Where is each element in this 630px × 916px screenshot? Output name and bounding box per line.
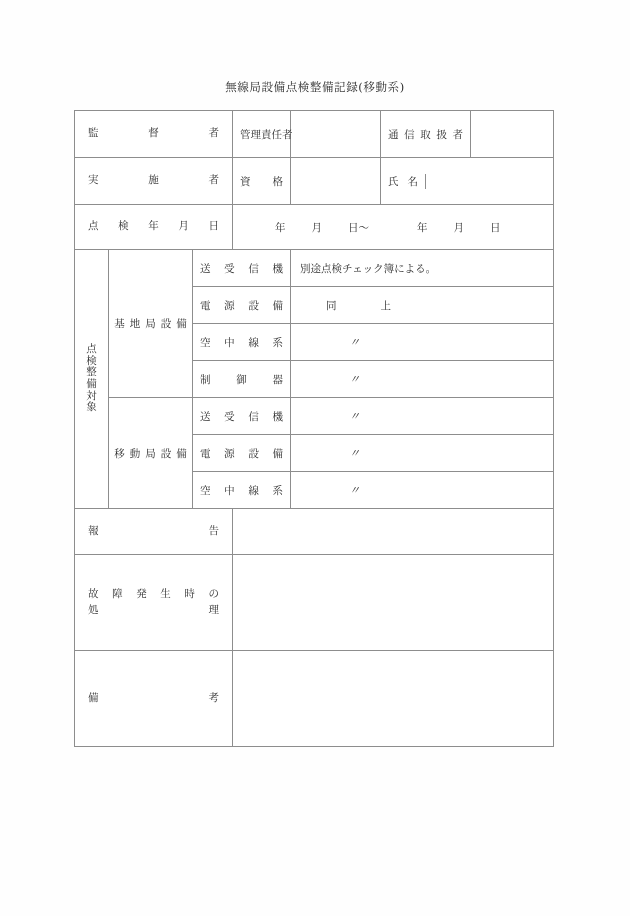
equipment-note-mobile-power: 〃	[349, 447, 361, 460]
date-year-from: 年	[275, 221, 286, 234]
inspection-target-vertical-label-cell	[75, 250, 109, 509]
label-char: 実	[88, 174, 99, 187]
label-char: 故	[88, 587, 99, 600]
label-char: 受	[224, 262, 235, 275]
equipment-note-base-antenna: 〃	[349, 336, 361, 349]
failure-handling-label-cell	[75, 555, 233, 651]
inspection-target-vertical-label	[75, 334, 108, 423]
equipment-label-base-controller	[193, 372, 290, 387]
remarks-label	[75, 691, 232, 706]
label-char: 年	[148, 220, 159, 233]
label-char: 送	[200, 410, 211, 423]
label-char: 局	[145, 447, 156, 460]
label-char: 設	[248, 447, 259, 460]
label-char: 検	[118, 220, 129, 233]
label-char: 備	[272, 447, 283, 460]
label-char: 者	[452, 128, 463, 141]
equipment-note-base-controller: 〃	[349, 373, 361, 386]
label-char: 系	[272, 484, 283, 497]
label-char: 障	[112, 587, 123, 600]
label-char: 格	[272, 175, 283, 188]
label-char: 備	[88, 691, 99, 704]
manager-label-cell	[233, 111, 291, 158]
equipment-note-mobile-transceiver: 〃	[349, 410, 361, 423]
manager-label	[233, 127, 293, 142]
label-char: 者	[208, 127, 219, 140]
label-char: 移	[114, 447, 125, 460]
label-char: 理	[208, 603, 219, 616]
equipment-label-base-antenna	[193, 335, 290, 350]
label-char: 中	[224, 484, 235, 497]
report-label	[75, 524, 232, 539]
label-char: 設	[248, 299, 259, 312]
label-char: 地	[129, 318, 141, 330]
equipment-note-cell[interactable]	[291, 324, 554, 361]
label-char: 通	[388, 128, 399, 141]
label-char: 考	[208, 691, 219, 704]
vlabel-char-4: 対	[86, 389, 97, 402]
base-station-group-label-cell	[109, 250, 193, 398]
label-char: 告	[208, 524, 219, 537]
equipment-note-base-power	[291, 298, 553, 313]
label-char: 生	[160, 587, 171, 600]
failure-handling-label-line2	[88, 603, 219, 619]
date-month-to: 月	[453, 221, 464, 234]
equipment-note-cell[interactable]	[291, 398, 554, 435]
label-char: 者	[208, 174, 219, 187]
vlabel-char-2: 整	[86, 366, 97, 379]
supervisor-label-cell	[75, 111, 233, 158]
label-char: 機	[272, 410, 283, 423]
label-char: 設	[160, 447, 172, 460]
table-row-performer	[75, 158, 554, 205]
label-char: 信	[248, 262, 259, 275]
label-char: 設	[160, 318, 172, 330]
equipment-label-cell	[193, 361, 291, 398]
equipment-note-cell[interactable]	[291, 287, 554, 324]
label-char: 中	[224, 336, 235, 349]
inspection-date-label	[75, 219, 232, 234]
label-char: 系	[272, 336, 283, 349]
same-char-2: 上	[380, 299, 391, 312]
inspection-date-label-cell	[75, 205, 233, 250]
equipment-note-base-transceiver: 別途点検チェック簿による。	[300, 262, 437, 275]
label-char: 電	[200, 447, 211, 460]
mobile-station-group-label	[109, 446, 192, 461]
label-char: 氏	[388, 175, 399, 188]
failure-handling-value-cell[interactable]	[233, 555, 554, 651]
vlabel-char-3: 備	[86, 378, 97, 390]
table-row-failure-handling	[75, 555, 554, 651]
label-char: 動	[129, 447, 141, 460]
label-char: の	[208, 587, 219, 600]
label-char: 基	[114, 318, 125, 330]
label-char: 電	[200, 299, 211, 312]
equipment-label-cell	[193, 287, 291, 324]
qualification-label-cell	[233, 158, 291, 205]
label-char: 備	[176, 318, 187, 330]
label-char: 備	[272, 299, 283, 312]
label-char: 任	[271, 128, 282, 141]
label-char: 理	[250, 128, 261, 141]
label-char: 信	[404, 128, 415, 141]
equipment-label-mobile-power	[193, 446, 290, 461]
same-char-1: 同	[326, 299, 337, 312]
label-char: 報	[88, 524, 99, 537]
label-char: 月	[178, 220, 189, 233]
label-char: 日	[208, 220, 219, 233]
label-char: 備	[176, 447, 187, 460]
label-char: 督	[148, 127, 159, 140]
table-row-inspection-date	[75, 205, 554, 250]
operator-label-cell	[381, 111, 471, 158]
base-station-group-label	[109, 316, 192, 331]
date-month-from: 月	[311, 221, 322, 234]
label-char: 取	[420, 128, 431, 141]
label-char: 受	[224, 410, 235, 423]
label-char: 信	[248, 410, 259, 423]
date-day-from: 日〜	[348, 221, 369, 234]
failure-handling-label	[75, 587, 232, 619]
date-year-to: 年	[417, 221, 428, 234]
manager-value-cell[interactable]	[291, 111, 381, 158]
vlabel-char-0: 点	[86, 343, 97, 356]
report-value-cell[interactable]	[233, 509, 554, 555]
table-row-base-transceiver	[75, 250, 554, 287]
inspection-date-value-cell[interactable]	[233, 205, 554, 250]
label-char: 発	[136, 587, 147, 600]
qualification-value-cell[interactable]	[291, 158, 381, 205]
name-label-value-group	[381, 158, 554, 205]
equipment-note-cell[interactable]	[291, 250, 554, 287]
equipment-note-mobile-antenna: 〃	[349, 484, 361, 497]
label-char: 時	[184, 587, 195, 600]
equipment-note-cell[interactable]	[291, 361, 554, 398]
inspection-date-range	[233, 220, 501, 235]
equipment-label-cell	[193, 398, 291, 435]
supervisor-label	[75, 126, 232, 141]
equipment-note-cell[interactable]	[291, 472, 554, 509]
label-char: 監	[88, 127, 99, 140]
label-char: 処	[88, 603, 99, 616]
inspection-record-table	[74, 110, 554, 747]
label-char: 線	[248, 336, 259, 349]
name-value-cell[interactable]	[426, 174, 553, 189]
same-as-above-note	[300, 298, 391, 313]
label-char: 責	[261, 128, 272, 141]
label-char: 資	[240, 175, 251, 188]
equipment-label-cell	[193, 324, 291, 361]
label-char: 器	[272, 373, 283, 386]
label-char: 機	[272, 262, 283, 275]
label-char: 者	[282, 128, 293, 141]
qualification-label	[233, 174, 290, 189]
table-row-report	[75, 509, 554, 555]
table-row-supervisor	[75, 111, 554, 158]
equipment-label-cell	[193, 250, 291, 287]
report-label-cell	[75, 509, 233, 555]
equipment-label-mobile-transceiver	[193, 409, 290, 424]
table-row-mobile-transceiver	[75, 398, 554, 435]
mobile-station-group-label-cell	[109, 398, 193, 509]
equipment-label-cell	[193, 472, 291, 509]
operator-label	[381, 127, 470, 142]
label-char: 送	[200, 262, 211, 275]
date-day-to: 日	[490, 221, 501, 234]
label-char: 源	[224, 447, 235, 460]
label-char: 管	[240, 128, 251, 141]
label-char: 源	[224, 299, 235, 312]
label-char: 点	[88, 220, 99, 233]
equipment-label-mobile-antenna	[193, 483, 290, 498]
label-char: 御	[236, 373, 247, 386]
performer-label	[75, 173, 232, 188]
equipment-note-cell[interactable]	[291, 435, 554, 472]
equipment-label-base-transceiver	[193, 261, 290, 276]
performer-label-cell	[75, 158, 233, 205]
failure-handling-label-line1	[88, 587, 219, 603]
label-char: 空	[200, 336, 211, 349]
label-char: 施	[148, 174, 159, 187]
vlabel-char-1: 検	[86, 354, 97, 367]
remarks-label-cell	[75, 651, 233, 747]
label-char: 線	[248, 484, 259, 497]
label-char: 局	[145, 318, 156, 330]
operator-value-cell[interactable]	[471, 111, 554, 158]
name-label	[381, 174, 425, 189]
vlabel-char-5: 象	[86, 401, 97, 414]
label-char: 名	[407, 175, 418, 188]
label-char: 制	[200, 373, 211, 386]
remarks-value-cell[interactable]	[233, 651, 554, 747]
equipment-label-cell	[193, 435, 291, 472]
equipment-label-base-power	[193, 298, 290, 313]
label-char: 空	[200, 484, 211, 497]
name-label-cell	[381, 174, 426, 189]
page-title: 無線局設備点検整備記録(移動系)	[225, 80, 405, 94]
label-char: 扱	[436, 128, 447, 141]
table-row-remarks	[75, 651, 554, 747]
